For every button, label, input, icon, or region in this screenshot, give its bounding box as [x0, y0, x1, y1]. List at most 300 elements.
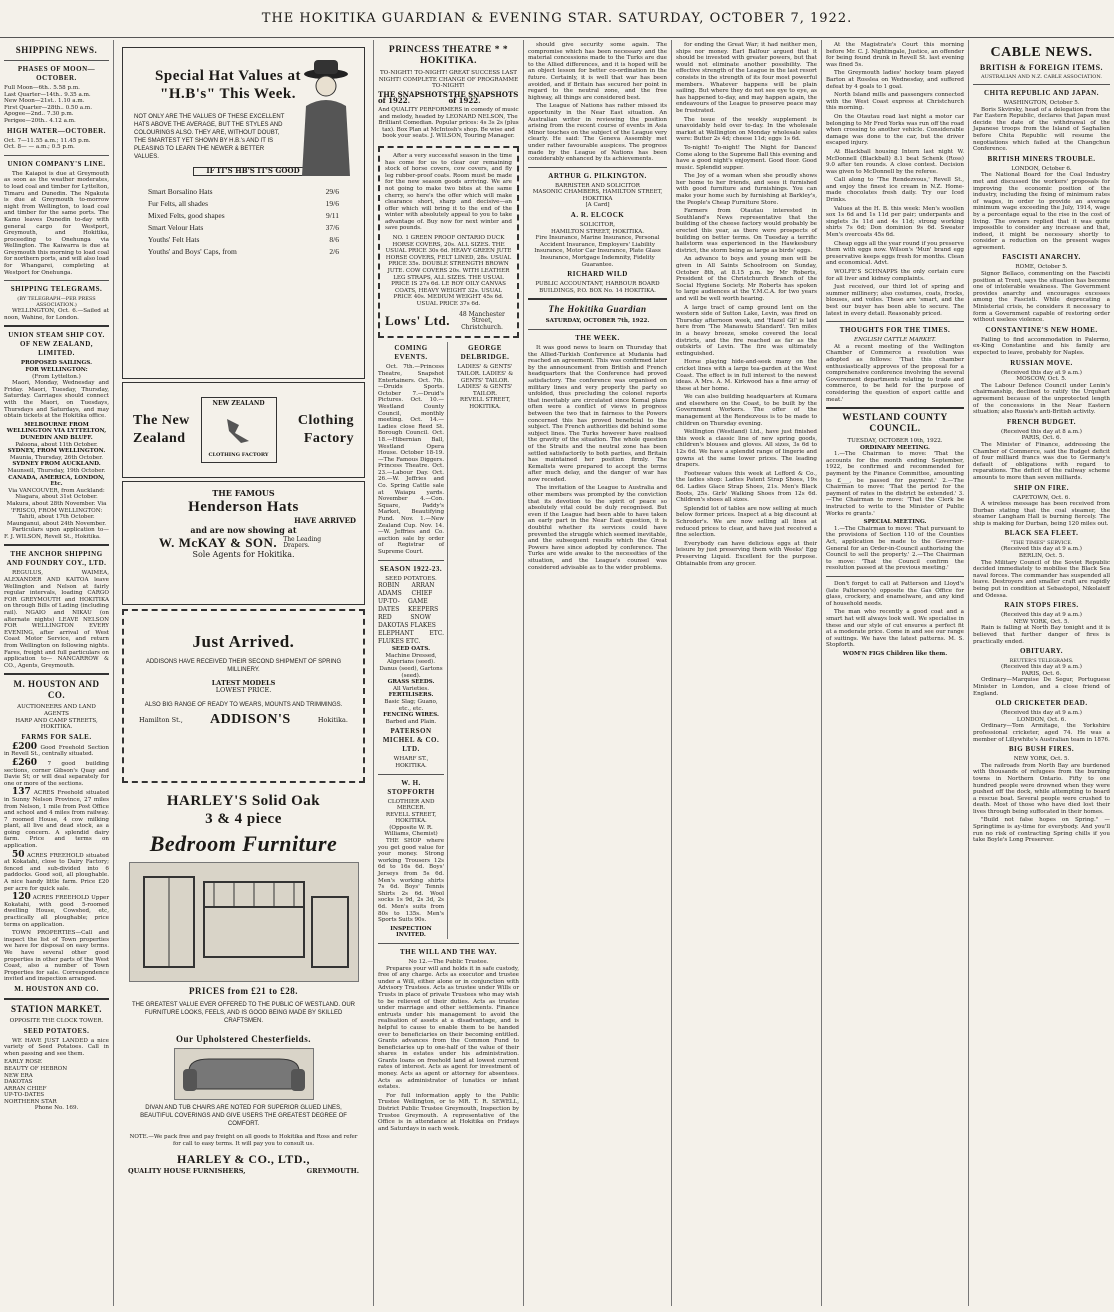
price-item: Smart Velour Hats	[148, 222, 204, 232]
local-item: Values at the H. B. this week: Men's woollen sox 1s 6d and 1s 11d per pair; underpants and singlets 3s 11d and 4s 11d; strong working shirts 7s 6d; Don dominion 9s 6d. Sweater Men's overcoats 45s 6d.	[826, 205, 964, 239]
nz-badge-bottom: CLOTHING FACTORY	[208, 452, 269, 459]
local-item: North Island mills and passengers connected with the West Coast express at Christchurch this morning.	[826, 92, 964, 112]
rain-title: RAIN STOPS FIRES.	[1004, 601, 1079, 610]
wild-sub: PUBLIC ACCOUNTANT, HARBOUR BOARD BUILDINGS, P.O. BOX No. 14 HOKITIKA.	[535, 281, 660, 294]
french-place: PARIS, Oct. 6.	[1021, 435, 1062, 442]
local-item: Everybody can have delicious eggs at their leisure by just preserving them with Weeks' Egg Preserving Liquid. Excellent for the purpose. Obtainable from any grocer.	[676, 540, 817, 567]
column-shipping	[0, 40, 113, 1306]
fleet-title: BLACK SEA FLEET.	[1004, 529, 1079, 538]
arthur-name: ARTHUR G. PILKINGTON.	[548, 171, 647, 180]
lows-address: 48 Manchester Street, Christchurch.	[459, 310, 505, 331]
fertilisers-text: Basic Slag; Guano, etc., etc.	[384, 698, 438, 712]
harley-ad	[122, 787, 365, 1179]
price-row	[148, 210, 339, 222]
wom-figs: WOM'N FIGS Children like them.	[842, 650, 948, 657]
divider	[826, 321, 964, 322]
for-wellington: FOR WELLINGTON:	[25, 367, 88, 374]
station-sub: OPPOSITE THE CLOCK TOWER.	[9, 1017, 104, 1024]
season-pair	[378, 598, 444, 614]
season-pair	[378, 614, 444, 630]
will-foot: For full information apply to the Public Trustee Wellington, or to MR. T. R. SEWELL, District Public Trustee Greymouth, Inspection by Trustee Greymouth. A representative of the Office is in attendance at Hokitika on Fridays and Saturdays in each week.	[378, 1092, 519, 1132]
elcock-name: A. R. ELCOCK	[570, 211, 625, 220]
nz-badge-top: NEW ZEALAND	[212, 400, 265, 407]
farm-item	[4, 789, 109, 849]
season-item: UP-TO-DATES	[378, 598, 400, 614]
divider	[378, 774, 444, 775]
obit-sub: REUTER'S TELEGRAMS.	[1009, 658, 1074, 665]
local-item: The Joy of a woman when she proudly shows her home to her friends, and sees it furnished with good furniture and furnishings. You can make your home such by furnishing at Barkley's, the People's Cheap Furniture Store.	[676, 173, 817, 206]
route	[4, 448, 109, 461]
delbridge-sub: LADIES' & GENTS' TAILOR. LADIES' & GENTS' TAILOR. LADIES' & GENTS' TAILOR.	[456, 364, 514, 397]
coming-text: Oct. 7th.—Princess Theatre, Snapshot Entertainers. Oct. 7th.—Druids Sports. October 7.—Druid's Pictures. Oct. 10.—Westland County Council, monthly meeting. Oct. 14.—Ladies close Reed St. Borough Council. Oct. 18.—Hibernian Ball, Westland Opera House. October 18-19.—The Famous Diggers. Princess Theatre. Oct. 23.—Labour Day. Oct. 26.—W. Jeffries and Co. Spring Cattle sale at Waiapu yards. November 4.—Con. Square, Paddy's Market, Beautifying Fund. Nov. 1.—New Zealand Cup. Nov. 14.—W. Jeffries and Co. auction sale by order of Registrar of Supreme Court.	[378, 364, 445, 555]
price-value: 19/6	[325, 198, 339, 208]
harley-foot-right: GREYMOUTH.	[306, 1167, 359, 1175]
week-text: It was good news to learn on Thursday that the Allied-Turkish Conference at Mudania had reached an agreement. This was confirmed later by the announcement from British and French headquarters that the Conference had proved satisfactory. The conference was organised on military lines and very properly the party so unfolded, thus precluding the colonel reports that inevitably are circulated since Kemal plans often were a conflict of views in progress between the two that in fairness to the Powers concerned this has proved beneficial to the subject. The French authorities did behind some subject lines. The Turks however have realised the gravity of the situation. The whole question of the Straits and the neutral zone has been settled satisfactorily to both parties, and Britain has maintained her position firmly. The Kemalists were prepared to accept the terms after much delay, and the danger of war has now receded.	[528, 345, 667, 483]
big-place: NEW YORK, Oct. 5.	[1013, 756, 1070, 763]
snapshots-left: THE SNAPSHOTS of 1922.	[378, 89, 448, 106]
local-item: WOLFE'S SCHNAPPS the only certain cure for all liver and kidney complaints.	[826, 269, 964, 282]
addisons-ad	[122, 609, 365, 783]
route-title: CANADA, AMERICA, LONDON, Etc.	[8, 474, 105, 488]
hb-badge: IF IT'S HB'S IT'S GOOD	[193, 167, 313, 176]
local-item: On the Otautau road last night a motor car belonging to Mr Fred Yorks was run off the road when crossing to another vehicle. Considerable damage was done to the car, but the driver escaped injury.	[826, 113, 964, 147]
bolt-text: "Build not false hopes on Spring." —Springtime is ay-time for everybody. And you'll run no risk of contracting Spring chills if you take Boyle's Long Preserver.	[973, 817, 1110, 844]
farm-item	[4, 849, 109, 893]
route-text: Paloona, about 11th October.	[15, 441, 98, 448]
price-row	[148, 186, 339, 198]
local-item: Footwear values this week at Lefford & Co., the ladies shop: Ladies Patent Strap Shoes, 19s 6d. Ladies Glace Strap Shoes, 21s. Men's Black Boots, 25s. Girls' Walking Shoes from 12s 6d. Children's shoes all sizes.	[676, 470, 817, 504]
local-item: for ending the Great War; it had neither men, ships nor money. Earl Balfour argued that it should be invested with greater powers, but that would not eliminate another possibility. The effective strength of the League in the last resort consists in the strength of its four most powerful members. Whatever happens will be plain sailing. But where they do not see eye to eye, as has happened to-day, and may happen again, the endeavours of the League to preserve peace may be frustrated.	[676, 42, 817, 114]
miners-text: The National Board for the Coal Industry met and discussed the workers' proposals for improving the economic position of the industry, including the fixing of minimum rates of wages, in order to provide an average minimum wage exceeding the July, 1914, wage by a percentage equal to the rise in the cost of living. The owners replied that it was quite impossible to consider any increase and that, indeed, it might be necessary shortly to consider a reduction on the present wages agreement.	[973, 172, 1110, 251]
arthur-sub: BARRISTER AND SOLICITOR	[555, 182, 640, 189]
nz-badge	[201, 397, 277, 463]
for-wellington-sub: (From Lyttelton.)	[32, 373, 81, 380]
farm-item	[4, 757, 109, 787]
theatre-text2: And QUALITY PERFORMERS in comedy of music and melody, headed by LEONARD NELSON, The Brilliant Comedian. Popular prices: 4s 3s 2s (plus tax). Box Plan at McIntosh's shop. Be wise and book your seats. J. WILSON, Touring Manager.	[378, 106, 519, 140]
nz-clothing-ad	[122, 382, 365, 478]
column-ads	[114, 40, 373, 1306]
hat-text: NOT ONLY ARE THE VALUES OF THESE EXCELLENT HATS ABOVE THE AVERAGE, BUT THE STYLES AND COLOURINGS ALSO. THEY ARE, WITHOUT DOUBT, THE SMARTEST YET SHOWN BY H.B.'s AND IT IS PLEASING TO LEARN THE NEWER & BETTER VALUES.	[134, 114, 285, 160]
bedroom-furniture-illustration	[129, 862, 359, 982]
route-title: MELBOURNE FROM WELLINGTON VIA LYTTELTON, DUNEDIN AND BLUFF.	[6, 421, 107, 441]
seed-item: EARLY ROSE	[4, 1059, 42, 1066]
local-item: A large tract of camp ground lent on the western side of Sutton Lake, Levin, was fired on Thursday afternoon week, and 'Hazel Gil' is laid here from 'The Manawatu Standard'. Ten miles in a heavy breeze, smoke covered the local districts, and the fire reached as far as the outskirts of Levin. The fire was ultimately extinguished.	[676, 304, 817, 357]
season-item: ETC.	[429, 630, 445, 638]
henderson-sub2: and are now showing at	[190, 525, 297, 536]
shipping-title: SHIPPING NEWS.	[15, 45, 98, 55]
season-item: ELEPHANT FLUKES ETC.	[378, 630, 421, 646]
seed-item: NORTHERN STAR	[4, 1098, 57, 1105]
henderson-sub: HAVE ARRIVED	[294, 515, 356, 525]
harley-brand: HARLEY & CO., LTD.,	[177, 1152, 310, 1166]
rain-recv: (Received this day at 9 a.m.)	[1001, 612, 1082, 619]
grass-seeds: GRASS SEEDS.	[387, 679, 435, 686]
sofa-icon	[179, 1051, 309, 1097]
season-pair	[378, 582, 444, 598]
divider	[4, 155, 109, 156]
seed-item: ARRAN CHIEF	[4, 1085, 47, 1092]
grass-seeds-text: All Varieties.	[393, 685, 430, 692]
harley-note: NOTE.—We pack free and pay freight on all goods to Hokitika and Ross and refer for call to easy terms. It will pay you to consult us.	[129, 1134, 358, 1147]
route-title: SYDNEY FROM AUCKLAND.	[12, 461, 101, 468]
stopforth-opp: (Opposite W. R. Williams, Chemist)	[384, 824, 438, 838]
divider	[528, 167, 667, 168]
divider	[4, 673, 109, 675]
union-text: The Kaiapoi is due at Greymouth as soon as the weather moderates, to load coal and timber for Lyttelton, Timaru and Dunedin. The Ngakuta is due at Greymouth to-morrow night from Wellington, to load coal and timber for the same ports. The Kamo leaves Dunedin to-day with general cargo for Westport, Greymouth, and Hokitika, proceeding to Onehunga via Wellington. The Kaiwarra is due at Greymouth this morning to load coal for northern ports, and will also load for Whangarei, completing at Westport for Onehunga.	[4, 170, 109, 276]
local-item: Farmers from Otautau interested in Southland's News representative that the building of the cheese factory would probably be erected this year, as there were prospects of building on better terms. On Tuesday a terrific hailstorm was experienced in the Hawkesbury district, the storm being as large as birds' eggs.	[676, 208, 817, 254]
theatre-text: TO-NIGHT! TO-NIGHT! GREAT SUCCESS LAST NIGHT! COMPLETE CHANGE OF PROGRAMME TO-NIGHT!	[378, 70, 519, 90]
snapshots-right: THE SNAPSHOTS of 1922.	[448, 89, 519, 106]
houston-addr: HARP AND CAMP STREETS, HOKITIKA.	[15, 717, 98, 731]
thoughts-text: At a recent meeting of the Wellington Chamber of Commerce a resolution was adopted as follows: 'That this chamber enthusiastically approves of the proposal for a comprehensive conference involving the several Government departments relating to trade and commerce, to be held for the purpose of considering the question of export cattle and meat.'	[826, 343, 964, 403]
fencing-wires-text: Barbed and Plain.	[385, 718, 437, 725]
arrived-text: ADDISONS HAVE RECEIVED THEIR SECOND SHIPMENT OF SPRING MILLINERY.	[145, 659, 342, 673]
farm-text: ACRES FREEHOLD situated at Kokatahi, close to Dairy Factory; fenced and sub-divided into 6 paddocks. Good soil, all ploughable. A nice handy little farm. Price £20 per acre for quick sale.	[4, 852, 109, 892]
column-local-2	[822, 40, 968, 1306]
french-text: The Minister of Finance, addressing the Chamber of Commerce, said the Budget deficit of four milliard francs was due to Germany's default of obligations with regard to reparations. The deficit of the railway scheme amounts to more than seven milliards.	[973, 441, 1110, 481]
divider	[4, 280, 109, 281]
local-item: To-night! To-night! The Night for Dances! Come along to the Supreme Ball this evening and have a good night's enjoyment. Good floor. Good music. Splendid supper.	[676, 144, 817, 171]
hb-hat-ad	[122, 47, 365, 379]
miners-place: LONDON, October 6.	[1011, 165, 1072, 172]
divider	[4, 998, 109, 1000]
lows-footer	[385, 312, 512, 332]
local-item: Just received, our third lot of spring and summer millinery; also costumes, coats, frocks, blouses, and voiles. These are 'smart, and the best our buyer has been able to secure. The latest in every detail. Reasonably priced.	[826, 284, 964, 317]
farm-text: ACRES FREEHOLD Upper Kokatahi, with good 5-roomed dwelling House, Cowshed, etc, practically all ploughable; price terms on application.	[4, 895, 109, 928]
harley-footer	[122, 1168, 365, 1175]
column-editorial	[524, 40, 671, 1306]
cable-title: CABLE NEWS.	[990, 45, 1093, 60]
divider	[826, 576, 964, 577]
local-item: Call along to 'The Rendezvous,' Revell St., and enjoy the finest ice cream in N.Z. Home-made chocolates fresh daily. Try our Iced Drinks.	[826, 177, 964, 204]
council-text: 1.—The Chairman to move: 'That the accounts for the month ending September, 1922, be confirmed and recommended for payment by the Finance Committee, amounting to £___, be passed for payment.' 2.—The Chairman to move: 'That the period for the payment of rates in the district be extended.' 3.—The Chairman to move: 'That the Clerk be instructed to write to the Minister of Public Works re grants.'	[826, 451, 964, 517]
stopforth-sub: CLOTHIER AND MERCER.	[387, 798, 435, 812]
old-recv: (Received this day at 9 a.m.)	[1001, 710, 1082, 717]
harley-sub: 3 & 4 piece	[205, 811, 282, 827]
harley-text: THE GREATEST VALUE EVER OFFERED TO THE PUBLIC OF WESTLAND. OUR FURNITURE LOOKS, FEELS, AND IS GOOD BEING MADE BY SKILLED CRAFTSMEN.	[131, 1002, 356, 1024]
farm-text: 7 good building sections, corner Gibson's Quay and Davie St; or will deal separately for one or more of the sections.	[4, 760, 109, 787]
fleet-sub: "THE TIMES" SERVICE.	[1010, 540, 1073, 547]
council-title: WESTLAND COUNTY COUNCIL.	[842, 413, 948, 435]
column-local	[672, 40, 821, 1306]
china-text: Boris Skvirsky, head of a delegation from the Far Eastern Republic, declares that Japan must decide the date of the withdrawal of the Japanese troops from the Island of Saghalien before Chita Republic will resume the negotiations which failed at the Changchun Conference.	[973, 106, 1110, 153]
divider	[528, 298, 667, 300]
mckay-name: W. McKAY & SON.	[158, 535, 278, 551]
price-item: Fur Felts, all shades	[148, 198, 208, 208]
fascisti-text: Signor Bellaco, commenting on the Fascisti position at Trent, says the situation has become one of intolerable weakness. The Government provides anarchy and encourages excesses among the Fascisti. While deprecating a Ministerial crisis, he considers it necessary to form a Government capable of restoring order without useless violence.	[973, 271, 1110, 324]
moon-title: PHASES OF MOON—OCTOBER.	[17, 65, 96, 82]
harley-text2: DIVAN AND TUB CHAIRS ARE NOTED FOR SUPERIOR GLUED LINES, BEAUTIFUL COVERINGS AND GIVE USERS THE GREATEST DEGREE OF COMFORT.	[140, 1105, 347, 1127]
local-item: The Greymouth ladies' hockey team played Barton at Rosslea on Wednesday, and suffered defeat by 4 goals to 1 goal.	[826, 70, 964, 90]
moon-line: Perigee—20th.. 4.12 a.m.	[4, 117, 76, 124]
farm-item	[4, 741, 109, 758]
patterson-text: Don't forget to call at Patterson and Lloyd's (late Palterson's) opposite the Gas Office for glass, crockery, and enamelware, and any kind of household needs.	[826, 580, 964, 607]
harley-prices: PRICES from £21 to £28.	[188, 986, 299, 996]
fleet-recv: (Received this day at 9 a.m.)	[1001, 546, 1082, 553]
notices-split	[378, 342, 519, 939]
old-text: Ordinary—Tom Armitage, the Yorkshire professional cricketer, aged 74. He was a member of Lillywhite's Australian team in 1876.	[973, 723, 1110, 743]
harley-title: HARLEY'S Solid Oak	[166, 793, 321, 809]
chesterfield-illustration	[174, 1048, 314, 1100]
seed-item: BEAUTY OF HEBRON	[4, 1065, 68, 1072]
local-item: An advance to boys and young men will be given in All Saints Schoolroom on Sunday, October 8th, at 8.15 p.m. by Mr Roberts, President of the Christchurch Branch of the Social Hygiene Society. Mr Roberts has spoken to large audiences at the Y.M.C.A. for two years and will be well worth hearing.	[676, 256, 817, 302]
divider	[378, 560, 444, 561]
elcock-sub: SOLICITOR,	[579, 222, 616, 229]
season-title: SEASON 1922-23.	[379, 564, 443, 573]
professional-cards	[448, 342, 519, 939]
bed-wardrobe-icon	[134, 867, 354, 977]
houston-sub: AUCTIONEERS AND LAND AGENTS	[17, 704, 96, 717]
price-value: 9/11	[325, 210, 339, 220]
delbridge-addr: REVELL STREET, HOKITIKA.	[459, 397, 511, 410]
uss-title: UNION STEAM SHIP COY. OF NEW ZEALAND, LIMITED.	[8, 331, 105, 358]
henderson-title: Henderson Hats	[188, 498, 299, 515]
fascisti-title: FASCISTI ANARCHY.	[1002, 253, 1081, 262]
delbridge-name: GEORGE DELBRIDGE.	[460, 344, 510, 362]
will-text: Prepares your will and holds it in safe custody, free of any charge. Acts as executor and trustee under a Will, either alone or in conjunction with Advisory Trustees. Acts as trustee under Wills or Trusts in place of private Trustees who may wish to be relieved of their duties. Acts as trustee under marriage and other settlements. Finance entrusts under his management to avoid the realisation of assets at a disadvantage, and is helpful to cause to enable them to be handed over to beneficiaries on their becoming entitled. Grants advances from the Common Fund to beneficiaries up to one-half of the value of their shares in estates under his administration. Grants loans on freehold land at lowest current rates of interest. Acts as agent for investment of money. Acts as agent or attorney for absentees. Acts as administrator of lunatics or infant estates.	[378, 965, 519, 1091]
anchor-title: THE ANCHOR SHIPPING AND FOUNDRY COY., LTD.	[6, 550, 107, 568]
hat-illustration	[296, 56, 356, 181]
route	[4, 422, 109, 448]
price-row	[148, 222, 339, 234]
season-pair	[378, 630, 444, 646]
season-item: ARRAN CHIEF	[411, 582, 435, 598]
big-text: The railroads from North Bay are burdened with thousands of refugees from the burning towns in Northern Ontario. Fifty to one hundred people were drowned when they were pushed off the dock, while attempting to board a rescue boat. Several people were crushed to death. Most of those who have died lost their lives through being suffocated in their homes.	[973, 762, 1110, 815]
lows-items: NO. 1 GREEN PROOF ONTARIO DUCK HORSE COVERS, 20s. ALL SIZES. THE USUAL PRICE 30s 6d. HEAVY GREEN JUTE HORSE COVERS, FELT LINED, 28s. USUAL PRICE 35s. DOUBLE STRENGTH BROWN JUTE. COW COVERS 20s. WITH LEATHER LEG STRAPS, ALL SIZES. THE USUAL PRICE IS 27s 6d. LE ROY OILY CANVAS COATS, HEAVY WEIGHT 32s. USUAL PRICE 40s. MEDIUM WEIGHT 45s 6d. USUAL PRICE 37s 6d.	[385, 235, 512, 307]
water-title: HIGH WATER—OCTOBER.	[7, 126, 106, 135]
stopforth-inspection: INSPECTION INVITED.	[390, 925, 432, 939]
obit-place: PARIS, Oct. 6.	[1021, 670, 1062, 677]
mckay-agents: Sole Agents for Hokitika.	[192, 549, 295, 559]
moon-line: Last Quarter—14th.. 9.35 a.m.	[4, 91, 91, 98]
moon-line: First Quarter—28th.. 0.50 a.m.	[4, 104, 92, 111]
old-place: LONDON, Oct. 6.	[1016, 716, 1067, 723]
farm-price: £260	[12, 757, 38, 768]
will-title: THE WILL AND THE WAY.	[400, 947, 497, 956]
price-item: Youths' and Boys' Caps, from	[148, 246, 237, 256]
mckay-row	[131, 537, 356, 550]
harley-foot-left: QUALITY HOUSE FURNISHERS,	[128, 1167, 246, 1175]
cable-assoc: AUSTRALIAN AND N.Z. CABLE ASSOCIATION.	[981, 74, 1102, 80]
elcock-addr: HAMILTON STREET, HOKITIKA.	[550, 228, 645, 235]
obit-text: Ordinary—Marquise De Segur, Portuguese Minister in London, and a close friend of England.	[973, 677, 1110, 697]
fencing-wires: FENCING WIRES.	[383, 712, 439, 719]
henderson-pre: THE FAMOUS	[212, 488, 275, 498]
arrived-text2: ALSO BIG RANGE OF READY TO WEARS, MOUNTS AND TRIMMINGS.	[144, 702, 343, 709]
local-item: We can also building headquarters at Kumara and elsewhere on the Coast, to be built by the Government Workers. The offer of the management at the Rendezvous is to be made to children on Thursday evening.	[676, 394, 817, 427]
rain-place: NEW YORK, Oct. 5.	[1013, 618, 1070, 625]
route-title: SYDNEY, FROM WELLINGTON.	[7, 448, 106, 455]
farm-price: 50	[12, 849, 25, 860]
price-item: Smart Borsalino Hats	[148, 186, 213, 196]
local-item: At the Magistrate's Court this morning before Mr. C. J. Nightingale, Justice, an offender for being found drunk in Revell St. last evening was fined 5s.	[826, 42, 964, 68]
harley-upholstered: Our Upholstered Chesterfields.	[176, 1034, 311, 1044]
stopforth-name: W. H. STOPFORTH	[387, 778, 435, 796]
russian-text: The Labour Defence Council under Lenin's chairmanship, declined to ratify the Urquhart agreement because of the unprotected length of the concessions in the Near Eastern situation; also Russia's anti-British activity.	[973, 382, 1110, 416]
local-item: Cheap eggs all the year round if you preserve them with eggs now. Wilson's 'Mun' brand egg preservative keeps eggs fresh for months. Clean and economical. Advt.	[826, 240, 964, 267]
china-place: WASHINGTON, October 5.	[1003, 100, 1080, 106]
uss-sub: PROPOSED SAILINGS.	[20, 360, 93, 367]
price-row	[148, 246, 339, 258]
farm-text: ACRES Freehold situated in Sunny Nelson Province, 27 miles from Nelson, 1 mile from Post Office and school and 4 miles from railway. 7 roomed House, 4 cow milking plant, all live and dead stock, as a going concern. A splendid dairy farm. Price and terms on application.	[4, 790, 109, 850]
week-title: THE WEEK.	[575, 334, 620, 342]
houston-title: M. HOUSTON AND CO.	[13, 679, 100, 701]
hat-title: Special Hat Values at "H.B's" This Week.	[155, 68, 301, 102]
hat-price-list	[128, 182, 359, 262]
french-recv: (Received this day at 8 a.m.)	[1001, 428, 1082, 435]
man-with-hat-icon	[296, 56, 356, 181]
moon-line: New Moon—21st.. 1.10 a.m.	[4, 98, 85, 105]
snapshots-row	[378, 89, 519, 106]
paterson-name: PATERSON MICHEL & CO. LTD.	[382, 727, 440, 754]
coming-title: COMING EVENTS.	[394, 344, 428, 362]
column-cable	[969, 40, 1114, 1306]
arthur-addr: MASONIC CHAMBERS, HAMILTON STREET, HOKITIKA	[532, 189, 663, 202]
season-item: RED DAKOTAS	[378, 614, 409, 630]
divider	[4, 60, 109, 61]
local-item: Horse playing hide-and-seek many on the cricket lines with a large tea-garden at the West Coast. The effect is in full interest to the newest ideas. A Mrs. A. M. Kirkwood has a fine array of these at her home.	[676, 359, 817, 392]
russian-title: RUSSIAN MOVE.	[1010, 358, 1073, 367]
editorial-intro: should give security some again. The compromise which has been necessary and the material concessions made to the Turks are due to the Allied differences, and it is hoped will be an object lesson for better co-ordination in the future. Certainly, it is well that war has been avoided, and if Britain has secured her point in regard to the neutral zone, and the free highway, all things are considered best.	[528, 42, 667, 101]
arrived-prices: LOWEST PRICE.	[215, 685, 272, 694]
price-row	[148, 198, 339, 210]
moon-line: Full Moon—6th.. 5.58 p.m.	[4, 85, 80, 91]
card-label: [A Card]	[585, 202, 610, 209]
editorial-league: The League of Nations has rather missed its opportunity in the Near East situation. An Australian writer in reviewing the position arising from the recent course of events in Asia Minor touches on the subject of the League very clearly. He said: The Geneva Assembly met under rather favourable auspices. The progress made by the League of Nations has been considerably enhanced by its achievements.	[528, 103, 667, 163]
council-sub: ORDINARY MEETING.	[860, 444, 930, 451]
cable-sub: BRITISH & FOREIGN ITEMS.	[979, 63, 1104, 72]
lows-brand: Lows' Ltd.	[385, 313, 450, 329]
price-value: 2/6	[329, 246, 339, 256]
divider	[4, 325, 109, 327]
henderson-ad	[122, 481, 365, 605]
insurance-list: Fire Insurance, Marine Insurance, Personal Accident Insurance, Employers' Liability Insurance, Motor Car Insurance, Plate Glass Insurance, Mortgage Indemnity, Fidelity Guarantee.	[534, 235, 661, 268]
seed-item: DAKOTAS	[4, 1079, 33, 1086]
fire-text: A wireless message has been received from Durban stating that the coal steamer, the steamer Langham Hall is burning fiercely. The ship is making for Durban, being 120 miles out.	[973, 501, 1110, 527]
addisons-brand: ADDISON'S	[209, 712, 291, 728]
rain-text: Rain is falling at North Bay tonight and it is believed that further danger of fires is practically ended.	[973, 625, 1110, 645]
divider	[4, 544, 109, 546]
maori-text: Maori, Monday, Wednesday and Friday. Maori, Tuesday, Thursday, Saturday. Carriages should connect with the Maori, on Tuesdays, Thursdays and Saturdays, and may obtain tickets at the Hokitika office.	[4, 380, 109, 420]
seed-item: UP-TO-DATES	[4, 1092, 45, 1099]
fire-place: CAPETOWN, Oct. 6.	[1012, 494, 1071, 501]
telegrams-title: SHIPPING TELEGRAMS.	[10, 285, 103, 294]
moon-list	[4, 85, 109, 125]
mckay-tag: The Leading Drapers.	[283, 535, 322, 550]
paterson-addr: WHARF ST., HOKITIKA.	[393, 756, 429, 769]
divider	[973, 84, 1110, 85]
stopforth-addr: REVELL STREET, HOKITIKA.	[385, 811, 437, 825]
guardian-title: The Hokitika Guardian	[548, 304, 647, 315]
old-title: OLD CRICKETER DEAD.	[995, 699, 1088, 708]
fascisti-place: ROME, October 5.	[1015, 264, 1068, 271]
farms-title: FARMS FOR SALE.	[21, 732, 92, 741]
arrived-models: LATEST MODELS	[211, 679, 276, 687]
phone-number: Phone No. 169.	[34, 1105, 79, 1112]
price-value: 29/6	[325, 186, 339, 196]
season-item: SNOW FLAKES	[410, 614, 436, 630]
obit-recv: (Received this day at 9 a.m.)	[1001, 664, 1082, 671]
local-item: Splendid lot of tables are now selling at much below former prices. Inspect at a big discount at Schroder's. We are now selling all lines at reduced prices to clear, and have just received a fine selection.	[676, 505, 817, 539]
divider	[378, 943, 519, 944]
water-line: Oct. 7—11.55 a.m.; 11.45 p.m.	[4, 137, 91, 144]
nz-right: Clothing Factory	[297, 413, 354, 446]
anchor-text: REGULUS, WAIMEA, ALEXANDER AND KAITOA leave Wellington and Nelson at fairly regular intervals, loading CARGO FOR GREYMOUTH and HOKITIKA on through Bills of Lading (including rail). NGAIO and NIKAU (on alternate nights) LEAVE NELSON FOR WELLINGTON EVERY EVENING, after arrival of West Coast Motor Service, and return from Wellington on following nights. Fares, freight and full particulars on application to— NANCARROW & CO., Agents, Greymouth.	[4, 570, 109, 669]
const-text: Failing to find accommodation in Palermo, ex-King Constantine and his family are expected to leave, probably for Naples.	[973, 336, 1110, 356]
special-title: SPECIAL MEETING.	[863, 519, 927, 526]
council-date: TUESDAY, OCTOBER 10th, 1922.	[847, 438, 943, 445]
miners-title: BRITISH MINERS TROUBLE.	[987, 154, 1096, 163]
coming-events	[378, 342, 448, 939]
dress-text: The man who recently a good coat and a smart hat will always look well. We specialise in these and our style of cut ensures a perfect fit at a moderate price. Come in and see our range of suitings. We have the latest patterns. M. S. Stopforth.	[826, 609, 964, 649]
theatre-title: PRINCESS THEATRE * * HOKITIKA.	[388, 45, 509, 66]
fertilisers: FERTILISERS.	[388, 692, 434, 699]
union-title: UNION COMPANY'S LINE.	[7, 159, 106, 168]
seed-text: WE HAVE JUST LANDED a nice variety of Seed Potatoes. Call in when passing and see them.	[4, 1037, 109, 1057]
stopforth-text: THE SHOP where you get good value for your money. Strong working Trousers 12s 6d to 16s 6d. Boys' Jerseys from 5s 6d. Men's working shirts 7s 6d. Boys' Tennis Shirts 2s 6d. Wool socks 1s 9d, 2s 3d, 2s 6d. Men's suits from 80s to 135s. Men's Sports Suits 90s.	[378, 838, 445, 924]
nz-left: The New Zealand	[133, 413, 190, 446]
obit-title: OBITUARY.	[1019, 647, 1064, 656]
arrived-footer	[129, 712, 358, 728]
column-notices	[374, 40, 523, 1306]
price-item: Mixed Felts, good shapes	[148, 210, 225, 220]
masthead	[0, 0, 1114, 38]
farm-text: Good Freehold Section in Revell St., centrally situated.	[4, 744, 109, 758]
arrived-foot-right: Hokitika.	[317, 716, 348, 725]
water-line: Oct. 8— — a.m.; 0.5 p.m.	[4, 144, 75, 151]
const-title: CONSTANTINE'S NEW HOME.	[985, 325, 1098, 334]
farm-item	[4, 894, 109, 928]
price-value: 37/6	[325, 222, 339, 232]
station-title: STATION MARKET.	[10, 1003, 102, 1014]
will-sub: No 12.—The Public Trustee.	[408, 958, 489, 965]
price-item: Youths' Felt Hats	[148, 234, 200, 244]
agent-text: Particulars upon application to— F. J. WILSON, Revell St., Hokitika.	[4, 527, 109, 540]
route-text: Maunia, Thursday, 26th October.	[9, 454, 104, 461]
farm-price: 137	[12, 787, 31, 798]
thoughts-sub: ENGLISH CATTLE MARKET.	[854, 337, 936, 344]
route-text: Via VANCOUVER, from Auckland: Niagara, about 31st October. Makura, about 28th November. Via 'FRISCO, FROM WELLINGTON: Tahiti, about 17th October. Maunganui, about 24th November.	[6, 487, 107, 527]
price-row	[148, 234, 339, 246]
seed-oats: SEED OATS.	[391, 646, 431, 653]
fleet-text: The Military Council of the Soviet Republic decided immediately to mobilise the Black Sea naval forces. The commander has suspended all leave. Destroyers and smaller craft are rapidly being put in condition at Sebastopol, Nikolaieff and Odessa.	[973, 559, 1110, 599]
seed-item: NEW ERA	[4, 1072, 33, 1079]
route	[4, 461, 109, 474]
local-item: The issue of the weekly supplement is unavoidably held over to-day. In the wholesale market at Wellington on Monday wholesale sales were: Butter 2s 4d; cheese 11d; eggs 1s 6d.	[676, 116, 817, 143]
route-text: Maunsell, Thursday, 19th October.	[7, 467, 106, 474]
season-sub: SEED POTATOES.	[385, 575, 437, 582]
harley-furniture: Bedroom Furniture	[149, 831, 338, 856]
china-title: CHITA REPUBLIC AND JAPAN.	[984, 89, 1099, 97]
guardian-date: SATURDAY, OCTOBER 7th, 1922.	[545, 318, 650, 325]
season-item: GAME KEEPERS	[407, 598, 439, 614]
seed-list	[4, 1059, 109, 1105]
russian-recv: (Received this day at 9 a.m.)	[1001, 369, 1082, 376]
houston-sign: M. HOUSTON AND CO.	[14, 984, 99, 993]
arrived-foot-left: Hamilton St.,	[139, 716, 183, 725]
season-item: ROBIN ADAMS	[378, 582, 402, 598]
seed-oats-text: Machine Dressed, Algerians (seed). Danus (seed), Gartons (seed).	[379, 652, 443, 679]
lows-text: After a very successful season in the time has come for us to clear our remaining stock of horse covers, cow covers, and fly leg rubber-proof coats. Room must be made for the new season goods arriving. We are not going to make two bites at the same cherry, so here's the offer which will make clearance short, sharp and decisive—an offer which will bring it to the end of the winter with absolutely appeal to you to take advantage of. Buy now for next winter and save pounds.	[385, 152, 512, 232]
wild-name: RICHARD WILD	[567, 270, 628, 279]
thoughts-title: THOUGHTS FOR THE TIMES.	[839, 326, 951, 335]
divider	[826, 407, 964, 409]
fleet-place: BERLIN, Oct. 5.	[1018, 553, 1065, 560]
price-value: 8/6	[329, 234, 339, 244]
route	[4, 475, 109, 528]
local-item: At Blackball housing Intern last night W. McDonnell (Blackball) 8.1 beat Schenk (Ross) 9.0 after ten rounds. A close contest. Decision was given to McDonnell by the referee.	[826, 148, 964, 175]
farm-price: 120	[12, 892, 31, 903]
